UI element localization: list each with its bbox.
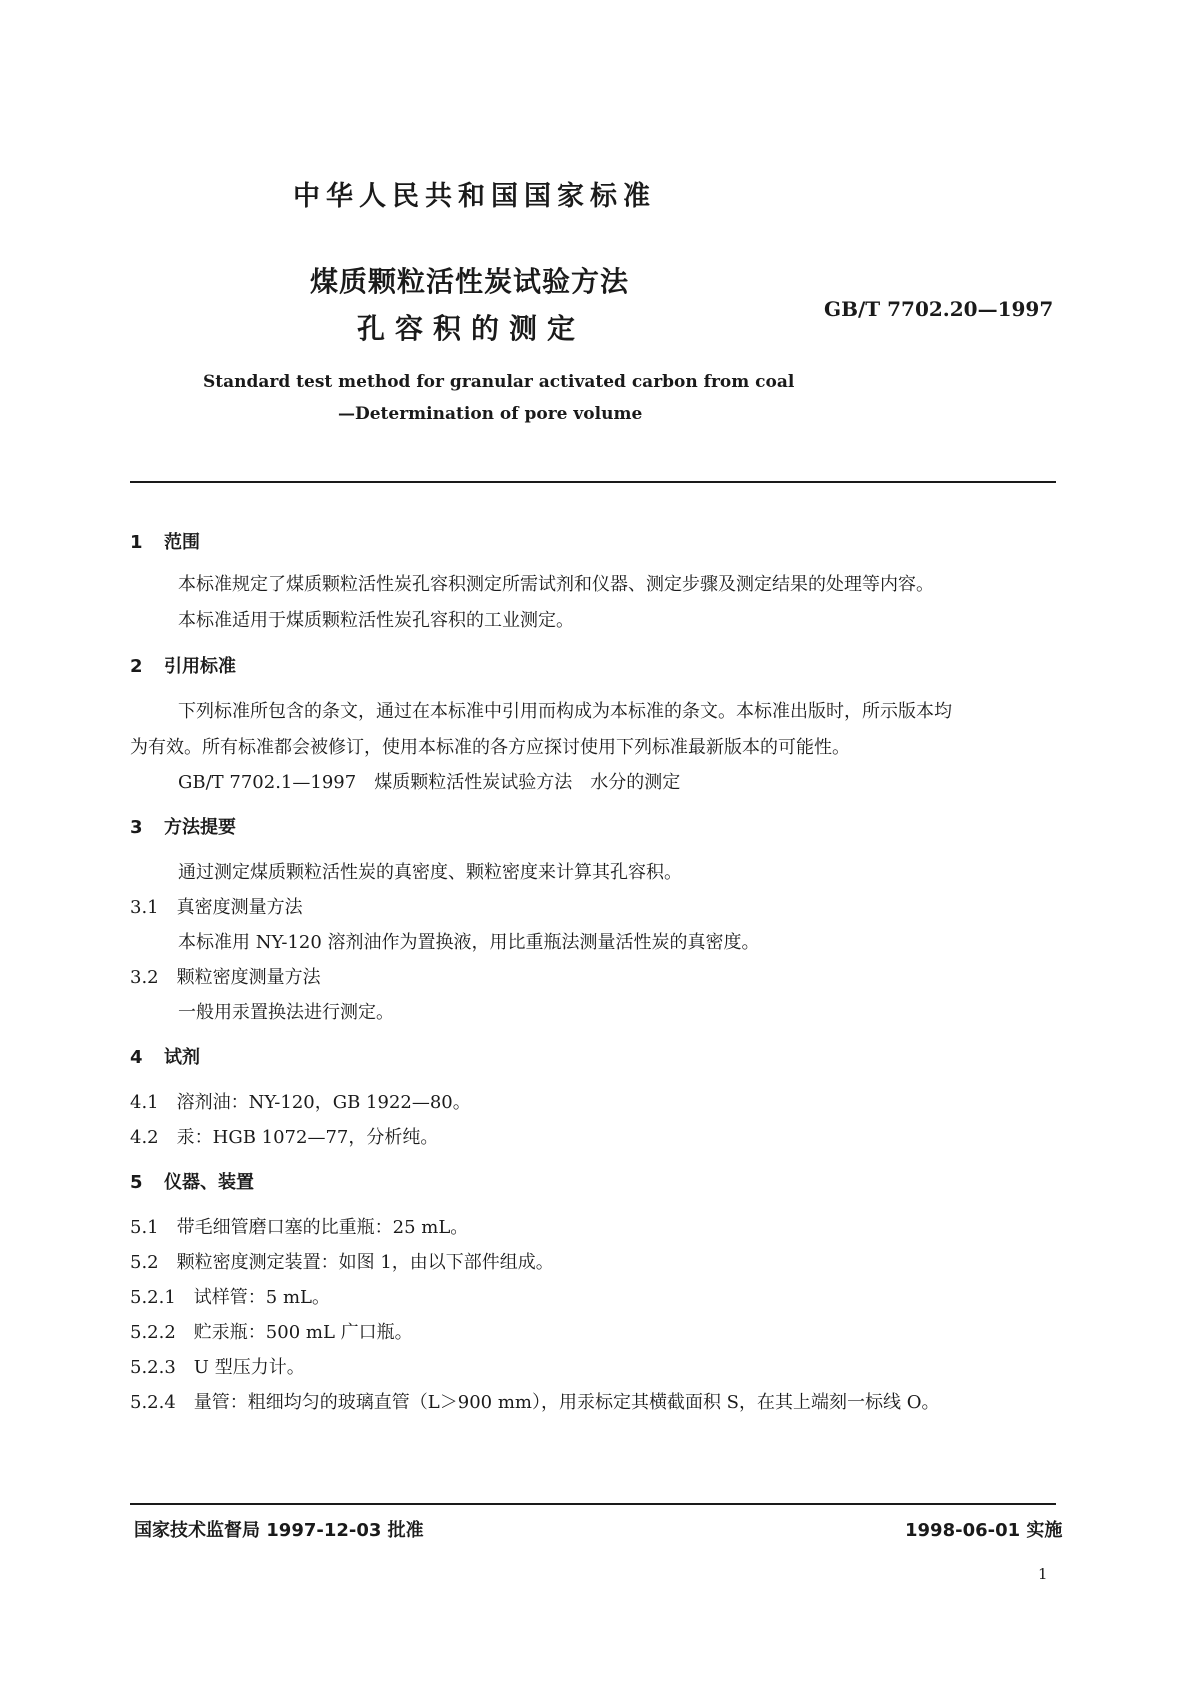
subsection-line: 3.1 真密度测量方法 [130,897,303,918]
section-title: 仪器、装置 [164,1172,254,1193]
approval-date: 国家技术监督局 1997-12-03 批准 [134,1520,424,1541]
section-title: 引用标准 [164,656,236,677]
section-number: 5 [130,1172,143,1193]
body-line: 一般用汞置换法进行测定。 [178,1002,394,1023]
section-heading [130,528,200,554]
body-line: 为有效。所有标准都会被修订，使用本标准的各方应探讨使用下列标准最新版本的可能性。 [130,737,850,758]
header-divider [130,481,1056,483]
subsection-line: 5.2.4 量管：粗细均匀的玻璃直管（L＞900 mm），用汞标定其横截面积 S，在其上端刻一标线 O。 [130,1392,940,1413]
national-standard-heading: 中华人民共和国国家标准 [293,181,656,212]
subsection-line: 4.2 汞：HGB 1072—77，分析纯。 [130,1127,439,1148]
section-number: 1 [130,532,143,553]
subsection-line: 5.2 颗粒密度测定装置：如图 1，由以下部件组成。 [130,1252,554,1273]
body-line: 通过测定煤质颗粒活性炭的真密度、颗粒密度来计算其孔容积。 [178,862,682,883]
body-line: 本标准用 NY-120 溶剂油作为置换液，用比重瓶法测量活性炭的真密度。 [178,932,760,953]
body-line: GB/T 7702.1—1997 煤质颗粒活性炭试验方法 水分的测定 [178,772,681,793]
section-heading [130,1043,200,1069]
section-heading [130,652,236,678]
body-line: 本标准适用于煤质颗粒活性炭孔容积的工业测定。 [178,610,574,631]
section-heading [130,1168,254,1194]
subsection-line: 5.2.2 贮汞瓶：500 mL 广口瓶。 [130,1322,413,1343]
effective-date: 1998-06-01 实施 [905,1520,1063,1541]
subsection-line: 3.2 颗粒密度测量方法 [130,967,321,988]
document-title-line1: 煤质颗粒活性炭试验方法 [310,265,630,298]
section-number: 3 [130,817,143,838]
subsection-line: 4.1 溶剂油：NY-120，GB 1922—80。 [130,1092,471,1113]
body-line: 下列标准所包含的条文，通过在本标准中引用而构成为本标准的条文。本标准出版时，所示版本均 [178,701,952,722]
section-number: 4 [130,1047,143,1068]
document-title-line2: 孔容积的测定 [357,312,586,345]
english-title-line2: —Determination of pore volume [338,404,643,424]
body-line: 本标准规定了煤质颗粒活性炭孔容积测定所需试剂和仪器、测定步骤及测定结果的处理等内容。 [178,574,934,595]
subsection-line: 5.1 带毛细管磨口塞的比重瓶：25 mL。 [130,1217,469,1238]
standard-number: GB/T 7702.20—1997 [824,297,1054,321]
section-title: 范围 [164,532,200,553]
section-number: 2 [130,656,143,677]
subsection-line: 5.2.3 U 型压力计。 [130,1357,305,1378]
footer-divider [130,1503,1056,1505]
section-title: 方法提要 [164,817,236,838]
page-number: 1 [1038,1565,1048,1583]
section-heading [130,813,236,839]
english-title-line1: Standard test method for granular activated carbon from coal [203,372,795,392]
section-title: 试剂 [164,1047,200,1068]
subsection-line: 5.2.1 试样管：5 mL。 [130,1287,330,1308]
